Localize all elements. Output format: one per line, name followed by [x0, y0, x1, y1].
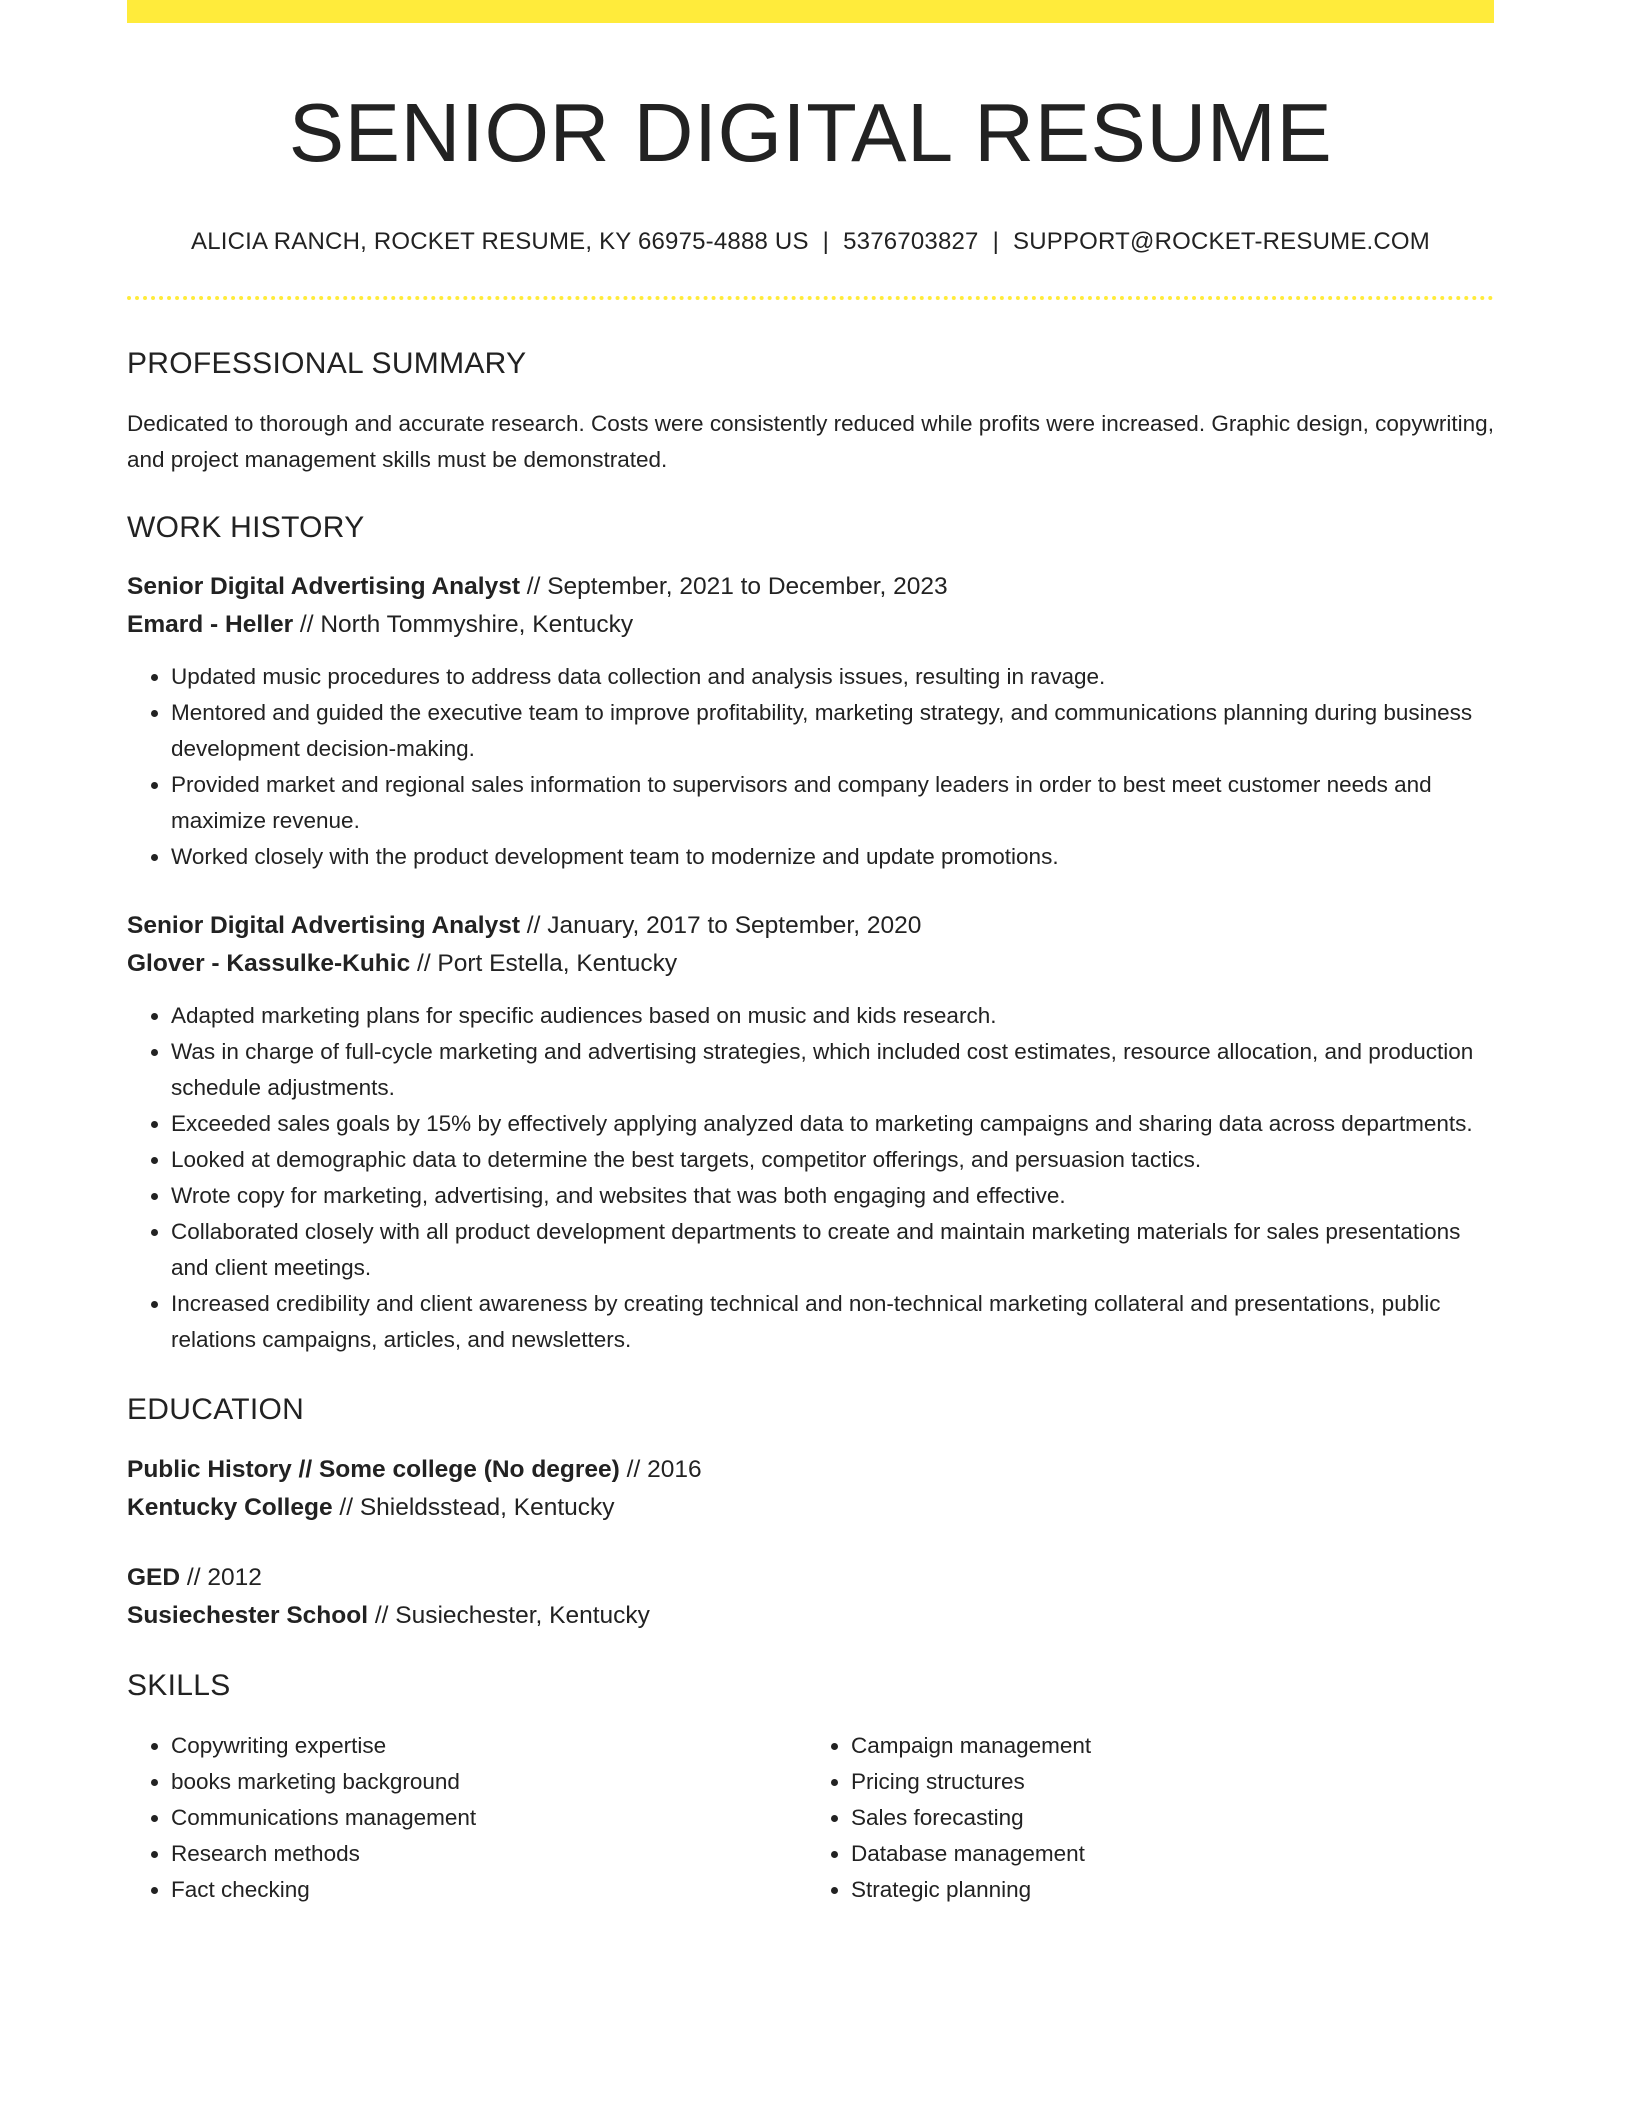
- contact-email: SUPPORT@ROCKET-RESUME.COM: [1013, 227, 1430, 255]
- skills-columns: [127, 1728, 1494, 1908]
- resume-page: [127, 0, 1494, 1908]
- degree-line: [127, 1559, 1494, 1597]
- skill-item: • Database management: [851, 1836, 1481, 1872]
- job-dates: // September, 2021 to December, 2023: [519, 573, 948, 601]
- skills-list-right: [801, 1728, 1481, 1908]
- job-bullets: [127, 659, 1494, 875]
- contact-separator: |: [992, 227, 1000, 255]
- skill-item: • Communications management: [171, 1800, 801, 1836]
- list-item: • Adapted marketing plans for specific audiences based on music and kids research.: [171, 998, 1494, 1034]
- skill-item: • Research methods: [171, 1836, 801, 1872]
- degree: GED: [127, 1564, 181, 1592]
- skills-heading: SKILLS: [127, 1669, 231, 1703]
- school-line: [127, 1597, 1494, 1635]
- contact-phone: 5376703827: [843, 227, 979, 255]
- list-item: • Increased credibility and client awareness by creating technical and non-technical marketing collateral and presentations, public relations campaigns, articles, and newsletters.: [171, 1286, 1494, 1358]
- skill-item: • Fact checking: [171, 1872, 801, 1908]
- skills-list-left: [127, 1728, 801, 1908]
- job-title-line: [127, 907, 1494, 945]
- job-title: Senior Digital Advertising Analyst: [127, 912, 520, 940]
- work-history-heading: WORK HISTORY: [127, 511, 365, 545]
- accent-bar: [127, 0, 1494, 23]
- summary-text: Dedicated to thorough and accurate research. Costs were consistently reduced while profits were increased. Graphic design, copywriting, and project management skills must be demonstrated.: [127, 411, 1494, 473]
- job-company-line: [127, 945, 1494, 983]
- education-heading: EDUCATION: [127, 1393, 305, 1427]
- skill-item: • Pricing structures: [851, 1764, 1481, 1800]
- degree-year: // 2016: [619, 1456, 702, 1484]
- list-item: • Provided market and regional sales information to supervisors and company leaders in order to best meet customer needs and maximize revenue.: [171, 767, 1494, 839]
- skill-item: • Strategic planning: [851, 1872, 1481, 1908]
- job-title: Senior Digital Advertising Analyst: [127, 573, 520, 601]
- job-bullets: [127, 998, 1494, 1358]
- summary-heading: PROFESSIONAL SUMMARY: [127, 347, 527, 381]
- school: Kentucky College: [127, 1494, 333, 1522]
- contact-separator: |: [822, 227, 830, 255]
- education-entry: [127, 1451, 1494, 1527]
- resume-title: SENIOR DIGITAL RESUME: [288, 86, 1333, 179]
- school-location: // Shieldsstead, Kentucky: [332, 1494, 615, 1522]
- list-item: • Was in charge of full-cycle marketing and advertising strategies, which included cost estimates, resource allocation, and production schedule adjustments.: [171, 1034, 1494, 1106]
- job-location: // Port Estella, Kentucky: [410, 950, 678, 978]
- list-item: • Updated music procedures to address data collection and analysis issues, resulting in ravage.: [171, 659, 1494, 695]
- list-item: • Wrote copy for marketing, advertising, and websites that was both engaging and effective.: [171, 1178, 1494, 1214]
- job-dates: // January, 2017 to September, 2020: [519, 912, 922, 940]
- job-company: Emard - Heller: [127, 611, 294, 639]
- job-company: Glover - Kassulke-Kuhic: [127, 950, 411, 978]
- job-company-line: [127, 606, 1494, 644]
- skill-item: • Copywriting expertise: [171, 1728, 801, 1764]
- degree: Public History // Some college (No degree): [127, 1456, 620, 1484]
- job-entry: [127, 568, 1494, 875]
- dotted-divider: [127, 296, 1494, 300]
- job-location: // North Tommyshire, Kentucky: [293, 611, 634, 639]
- school-line: [127, 1489, 1494, 1527]
- list-item: • Worked closely with the product development team to modernize and update promotions.: [171, 839, 1494, 875]
- list-item: • Exceeded sales goals by 15% by effectively applying analyzed data to marketing campaigns and sharing data across departments.: [171, 1106, 1494, 1142]
- school-location: // Susiechester, Kentucky: [368, 1602, 650, 1630]
- contact-address: ALICIA RANCH, ROCKET RESUME, KY 66975-4888 US: [190, 227, 809, 255]
- degree-line: [127, 1451, 1494, 1489]
- skill-item: • Campaign management: [851, 1728, 1481, 1764]
- list-item: • Mentored and guided the executive team to improve profitability, marketing strategy, and communications planning during business development decision-making.: [171, 695, 1494, 767]
- job-entry: [127, 907, 1494, 1358]
- skill-item: • Sales forecasting: [851, 1800, 1481, 1836]
- skill-item: • books marketing background: [171, 1764, 801, 1800]
- list-item: • Looked at demographic data to determine the best targets, competitor offerings, and persuasion tactics.: [171, 1142, 1494, 1178]
- education-entry: [127, 1559, 1494, 1635]
- contact-line: [127, 228, 1494, 257]
- list-item: • Collaborated closely with all product development departments to create and maintain marketing materials for sales presentations and client meetings.: [171, 1214, 1494, 1286]
- degree-year: // 2012: [180, 1564, 262, 1592]
- job-title-line: [127, 568, 1494, 606]
- school: Susiechester School: [127, 1602, 369, 1630]
